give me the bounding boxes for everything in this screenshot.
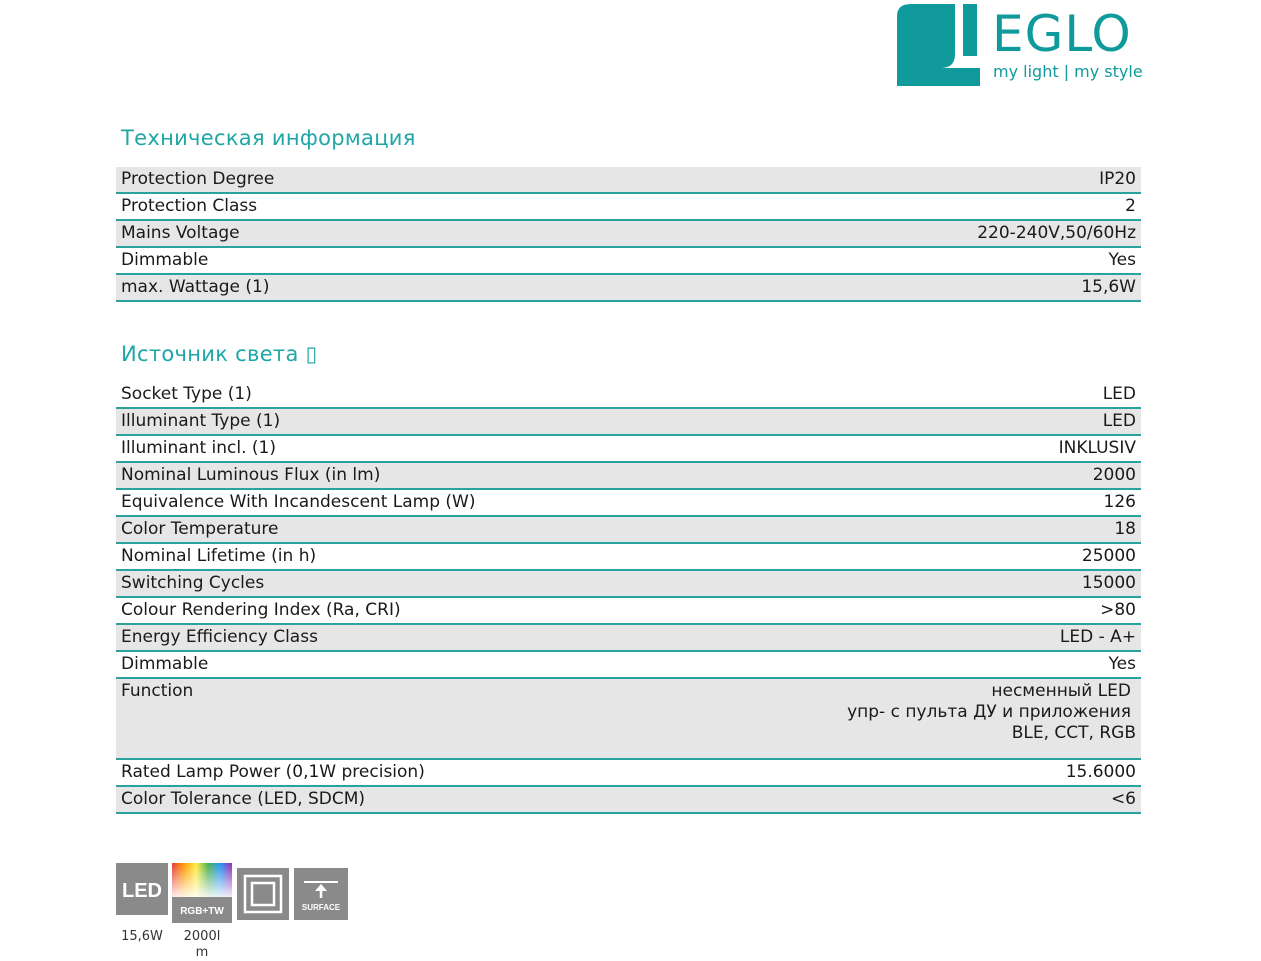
row-value: IP20: [1099, 169, 1136, 189]
row-value: 2: [1125, 196, 1136, 216]
row-label: Dimmable: [121, 654, 209, 674]
logo-tagline: my light | my style: [993, 62, 1143, 81]
table-row: [116, 463, 1141, 490]
function-line: несменный LED: [991, 681, 1131, 701]
logo-text: EGLO: [992, 5, 1132, 63]
row-label: Color Temperature: [121, 519, 279, 539]
brand-logo: [897, 4, 1147, 88]
table-row: [116, 625, 1141, 652]
table-row: [116, 517, 1141, 544]
row-value: 25000: [1081, 546, 1136, 566]
section-title-light-source: Источник света ▯: [121, 342, 318, 366]
table-row: [116, 275, 1141, 302]
table-row: [116, 760, 1141, 787]
table-row: [116, 787, 1141, 814]
row-value: >80: [1100, 600, 1136, 620]
rgb-tw-icon: [172, 863, 232, 923]
row-label: Switching Cycles: [121, 573, 265, 593]
logo-mark-icon: [897, 4, 987, 88]
table-row: [116, 382, 1141, 409]
led-caption: 15,6W: [121, 929, 163, 944]
row-value: 15.6000: [1065, 762, 1136, 782]
function-line: BLE, CCT, RGB: [1011, 723, 1136, 743]
protection-class-icon: [237, 868, 289, 920]
row-label: Socket Type (1): [121, 384, 252, 404]
row-label: Rated Lamp Power (0,1W precision): [121, 762, 425, 782]
row-value: INKLUSIV: [1058, 438, 1136, 458]
table-row: [116, 544, 1141, 571]
table-row: [116, 598, 1141, 625]
table-row: [116, 194, 1141, 221]
table-row: [116, 167, 1141, 194]
surface-mount-icon: [294, 868, 346, 920]
row-value: 2000: [1092, 465, 1136, 485]
rgb-tw-caption-line: 2000l: [183, 929, 221, 944]
led-icon-text: LED: [122, 880, 162, 902]
table-row-function: [116, 679, 1141, 760]
row-label: Dimmable: [121, 250, 209, 270]
row-value: LED: [1102, 384, 1136, 404]
row-label: Nominal Luminous Flux (in lm): [121, 465, 381, 485]
row-label: max. Wattage (1): [121, 277, 270, 297]
row-label: Protection Class: [121, 196, 258, 216]
table-row: [116, 571, 1141, 598]
row-value: 15,6W: [1081, 277, 1136, 297]
row-value: 18: [1114, 519, 1136, 539]
row-label: Colour Rendering Index (Ra, CRI): [121, 600, 401, 620]
surface-icon-text: SURFACE: [301, 903, 341, 912]
function-line: упр- с пульта ДУ и приложения: [847, 702, 1131, 722]
row-value: 126: [1103, 492, 1136, 512]
technical-table: [116, 167, 1141, 302]
row-label: Energy Efficiency Class: [121, 627, 318, 647]
table-row: [116, 221, 1141, 248]
row-value: <6: [1110, 789, 1136, 809]
rgb-tw-caption-line: m: [195, 945, 209, 960]
row-label: Nominal Lifetime (in h): [121, 546, 317, 566]
row-value: Yes: [1108, 250, 1136, 270]
led-icon: [116, 863, 168, 915]
row-label: Illuminant incl. (1): [121, 438, 277, 458]
table-row: [116, 436, 1141, 463]
row-value: 220-240V,50/60Hz: [977, 223, 1136, 243]
row-value: LED: [1102, 411, 1136, 431]
light-source-table: [116, 382, 1141, 814]
table-row: [116, 652, 1141, 679]
row-label: Color Tolerance (LED, SDCM): [121, 789, 366, 809]
table-row: [116, 248, 1141, 275]
table-row: [116, 490, 1141, 517]
table-row: [116, 409, 1141, 436]
row-label: Equivalence With Incandescent Lamp (W): [121, 492, 476, 512]
row-value: 15000: [1081, 573, 1136, 593]
row-label: Function: [121, 681, 194, 701]
section-title-technical: Техническая информация: [121, 126, 416, 150]
row-value-function: [847, 679, 1136, 744]
row-value: Yes: [1108, 654, 1136, 674]
row-value: LED - A+: [1059, 627, 1136, 647]
rgb-tw-caption: [172, 929, 232, 961]
row-label: Illuminant Type (1): [121, 411, 281, 431]
rgb-tw-icon-text: RGB+TW: [180, 906, 224, 917]
row-label: Protection Degree: [121, 169, 275, 189]
row-label: Mains Voltage: [121, 223, 240, 243]
